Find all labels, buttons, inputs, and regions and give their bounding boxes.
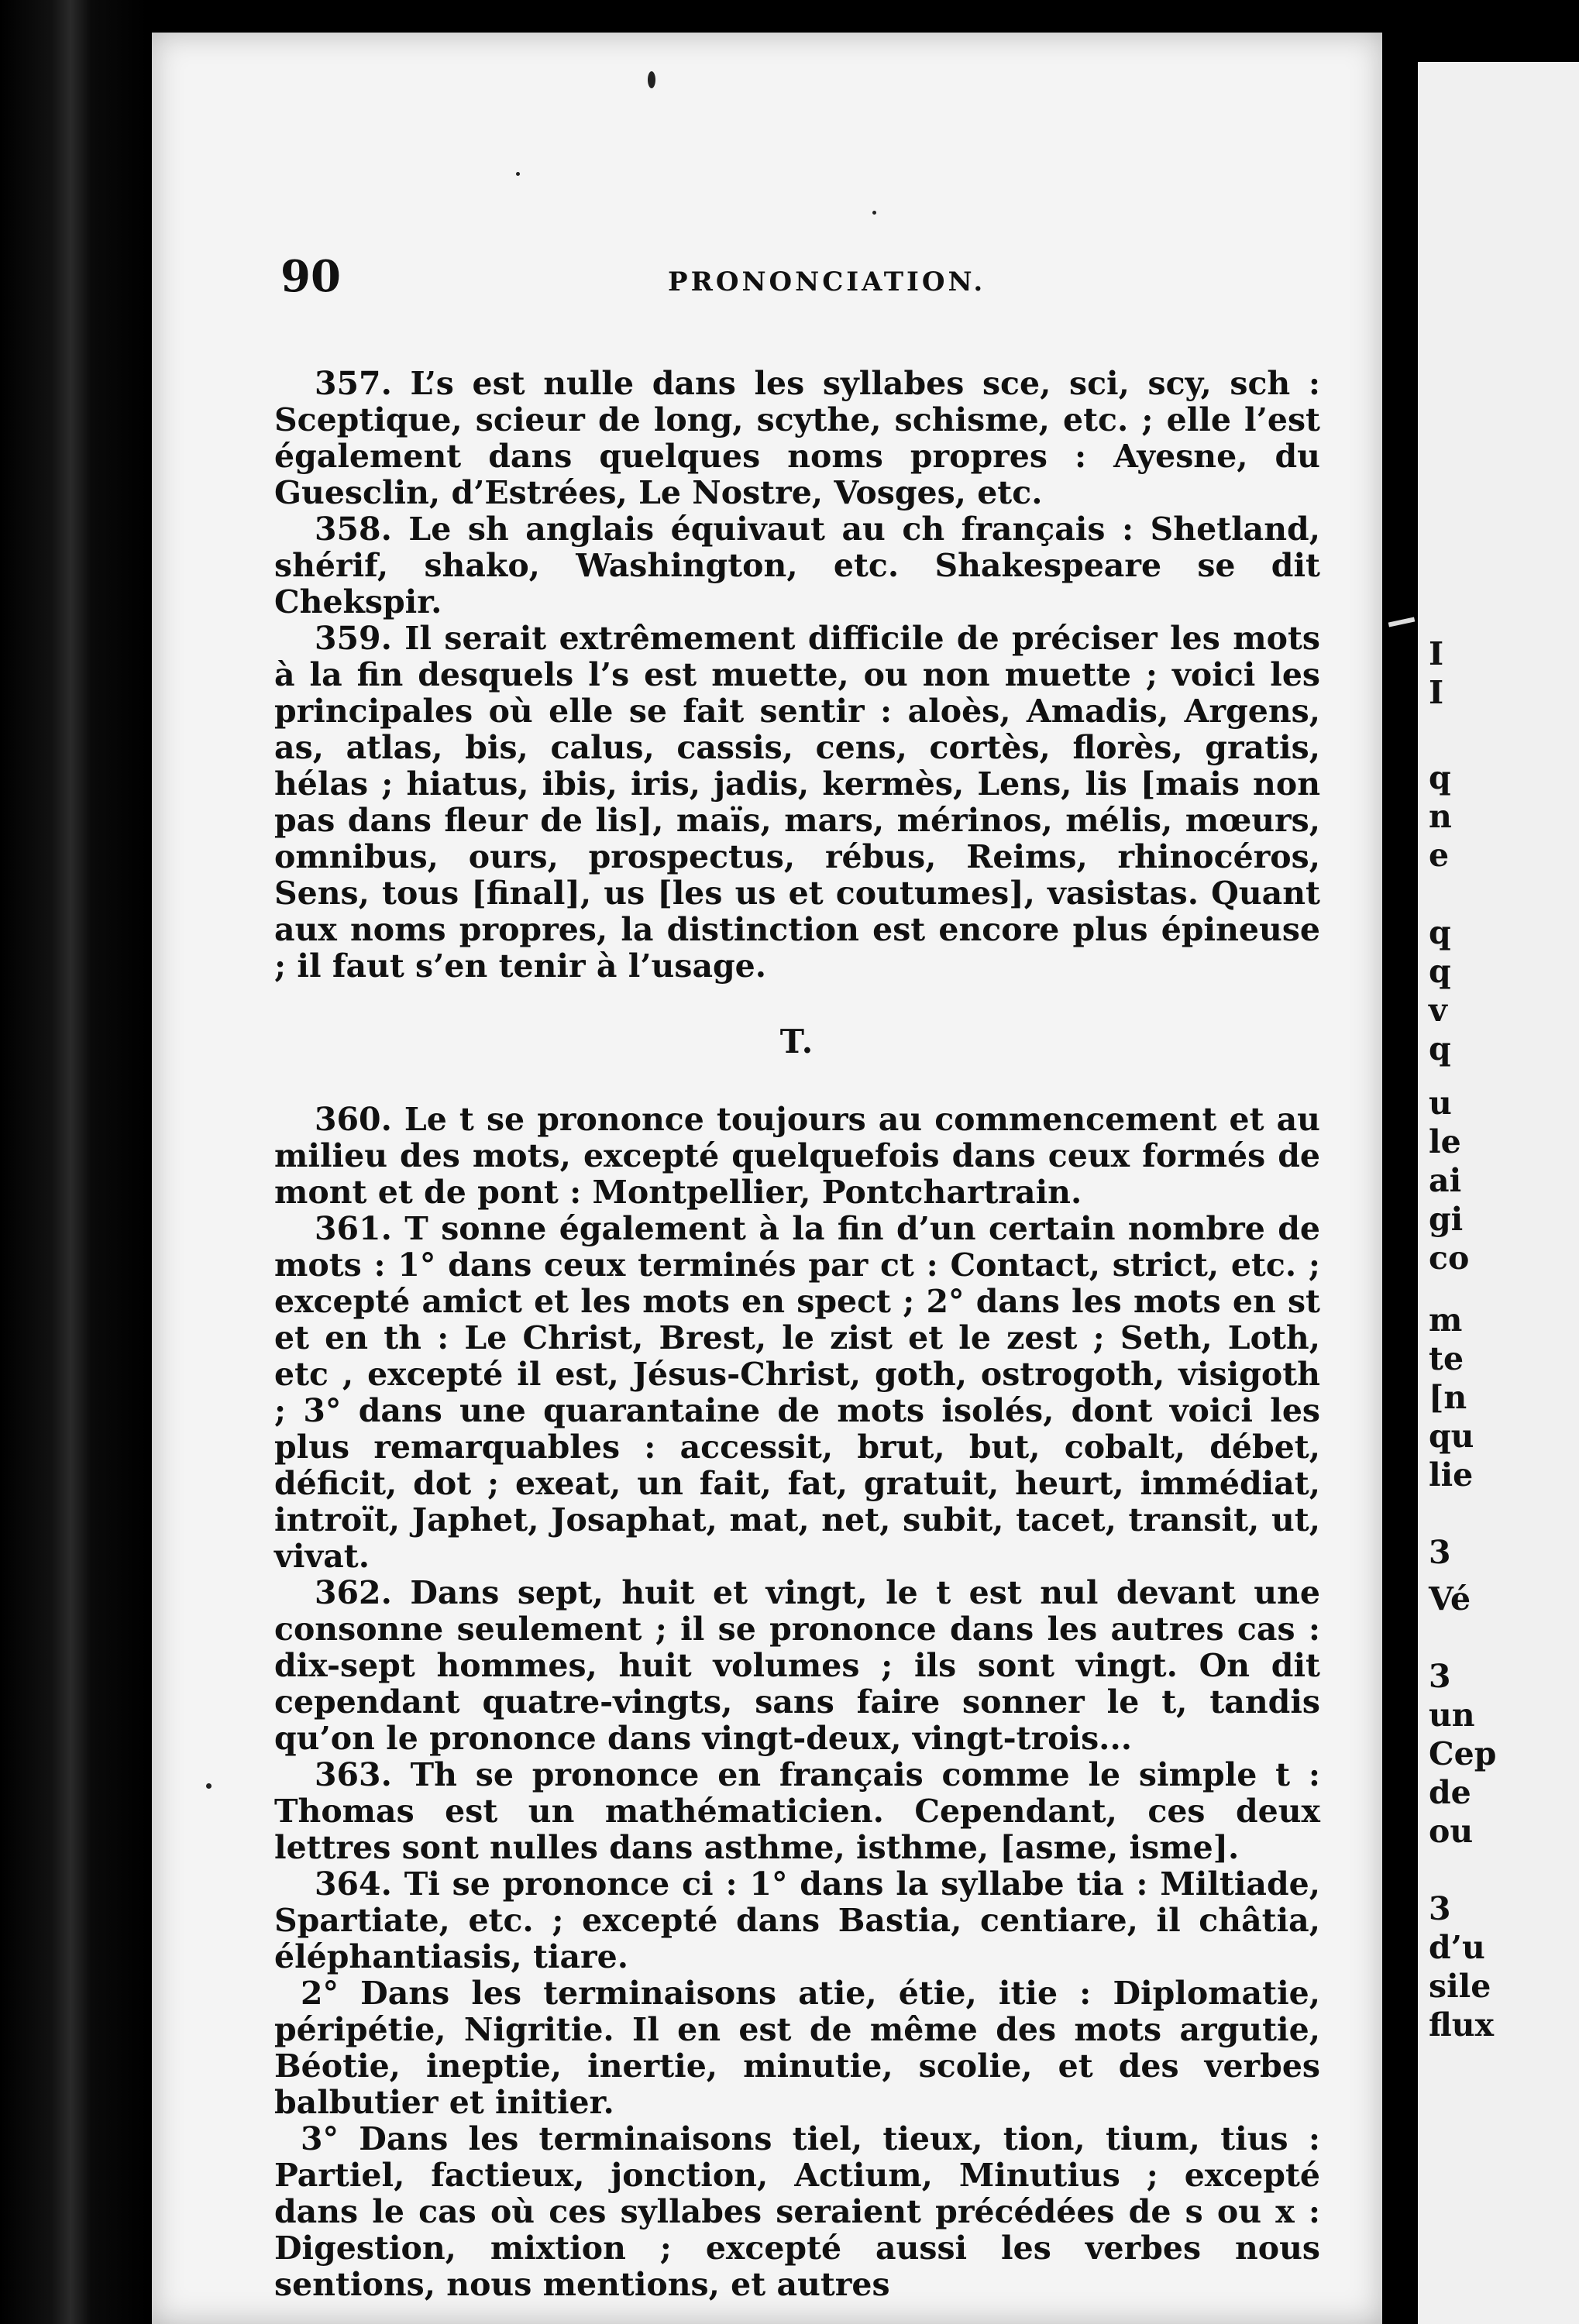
running-title: PRONONCIATION.	[668, 266, 986, 297]
fragment: e	[1429, 837, 1450, 874]
paragraph-363: 363. Th se prononce en français comme le simple t : Thomas est un mathématicien. Cependant, ces deux lettres sont nulles dans asthme, isthme, [asme, isme].	[274, 1756, 1320, 1866]
page-gutter	[1382, 0, 1418, 2324]
fragment: de	[1429, 1774, 1471, 1811]
paragraph-358: 358. Le sh anglais équivaut au ch français : Shetland, shérif, shako, Washington, etc. Shakespeare se dit Chekspir.	[274, 511, 1320, 621]
fragment: m	[1429, 1301, 1463, 1339]
fragment: q	[1429, 759, 1451, 796]
fragment: sile	[1429, 1968, 1491, 2005]
adjacent-page-edge	[1418, 62, 1579, 2324]
paragraph-357: 357. L’s est nulle dans les syllabes sce, sci, scy, sch : Sceptique, scieur de long, scythe, schisme, etc. ; elle l’est également dans quelques noms propres : Ayesne, du Guesclin, d’Estrées, Le Nostre, Vosges, etc.	[274, 365, 1320, 511]
fragment: le	[1429, 1123, 1461, 1160]
paragraph-364-part-3: 3° Dans les terminaisons tiel, tieux, tion, tium, tius : Partiel, factieux, jonction, Actium, Minutius ; excepté dans le cas où ces syllabes seraient précédées de s ou x : Digestion, mixtion ; excepté aussi les verbes nous sentions, nous mentions, et autres	[274, 2120, 1320, 2303]
fragment: co	[1429, 1239, 1470, 1277]
fragment: v	[1429, 992, 1447, 1029]
fragment: flux	[1429, 2006, 1495, 2044]
fragment: ai	[1429, 1162, 1462, 1199]
fragment: ou	[1429, 1813, 1474, 1850]
page-number: 90	[280, 251, 341, 302]
paragraph-360: 360. Le t se prononce toujours au commencement et au milieu des mots, excepté quelquefois dans ceux formés de mont et de pont : Montpellier, Pontchartrain.	[274, 1101, 1320, 1211]
page-body	[274, 366, 1320, 2303]
ink-speck	[206, 1783, 212, 1789]
fragment: 3	[1429, 1890, 1451, 1927]
fragment: d’u	[1429, 1929, 1485, 1966]
fragment: 3	[1429, 1658, 1451, 1695]
paragraph-362: 362. Dans sept, huit et vingt, le t est nul devant une consonne seulement ; il se prononce dans les autres cas : dix-sept hommes, huit volumes ; ils sont vingt. On dit cependant quatre-vingts, sans faire sonner le t, tandis qu’on le prononce dans vingt-deux, vingt-trois...	[274, 1574, 1320, 1757]
fragment: Cep	[1429, 1735, 1497, 1772]
fragment: un	[1429, 1697, 1475, 1734]
fragment: u	[1429, 1085, 1452, 1122]
book-binding	[0, 0, 147, 2324]
fragment: q	[1429, 953, 1451, 990]
ink-speck	[648, 71, 655, 88]
page-header	[280, 251, 1350, 313]
paragraph-364: 364. Ti se prononce ci : 1° dans la syllabe tia : Miltiade, Spartiate, etc. ; excepté dans Bastia, centiare, il châtia, éléphantiasis, tiare.	[274, 1865, 1320, 1975]
fragment: q	[1429, 914, 1451, 951]
fragment: [n	[1429, 1379, 1467, 1416]
fragment: Vé	[1429, 1580, 1471, 1618]
book-page	[152, 33, 1382, 2324]
fragment: qu	[1429, 1418, 1474, 1455]
fragment: lie	[1429, 1456, 1474, 1494]
fragment: q	[1429, 1030, 1451, 1067]
fragment: te	[1429, 1340, 1464, 1377]
ink-speck	[872, 211, 876, 215]
fragment: 3	[1429, 1534, 1451, 1571]
paragraph-359: 359. Il serait extrêmement difficile de préciser les mots à la fin desquels l’s est muette, ou non muette ; voici les principales où elle se fait sentir : aloès, Amadis, Argens, as, atlas, bis, calus, cassis, cens, cortès, florès, gratis, hélas ; hiatus, ibis, iris, jadis, kermès, Lens, lis [mais non pas dans fleur de lis], maïs, mars, mérinos, mélis, mœurs, omnibus, ours, prospectus, rébus, Reims, rhinocéros, Sens, tous [final], us [les us et coutumes], vasistas. Quant aux noms propres, la distinction est encore plus épineuse ; il faut s’en tenir à l’usage.	[274, 620, 1320, 985]
paragraph-361: 361. T sonne également à la fin d’un certain nombre de mots : 1° dans ceux terminés par ct : Contact, strict, etc. ; excepté amict et les mots en spect ; 2° dans les mots en st et en th : Le Christ, Brest, le zist et le zest ; Seth, Loth, etc , excepté il est, Jésus-Christ, goth, ostrogoth, visigoth ; 3° dans une quarantaine de mots isolés, dont voici les plus remarquables : accessit, brut, but, cobalt, débet, déficit, dot ; exeat, un fait, fat, gratuit, heurt, immédiat, introït, Japhet, Josaphat, mat, net, subit, tacet, transit, ut, vivat.	[274, 1210, 1320, 1575]
paragraph-364-part-2: 2° Dans les terminaisons atie, étie, itie : Diplomatie, péripétie, Nigritie. Il en est de même des mots argutie, Béotie, ineptie, inertie, minutie, scolie, et des verbes balbutier et initier.	[274, 1975, 1320, 2121]
fragment: I	[1429, 635, 1444, 672]
ink-speck	[516, 172, 520, 176]
fragment: I	[1429, 674, 1444, 711]
fragment: n	[1429, 798, 1452, 835]
fragment: gi	[1429, 1201, 1464, 1238]
section-heading-t: T.	[779, 1023, 815, 1061]
